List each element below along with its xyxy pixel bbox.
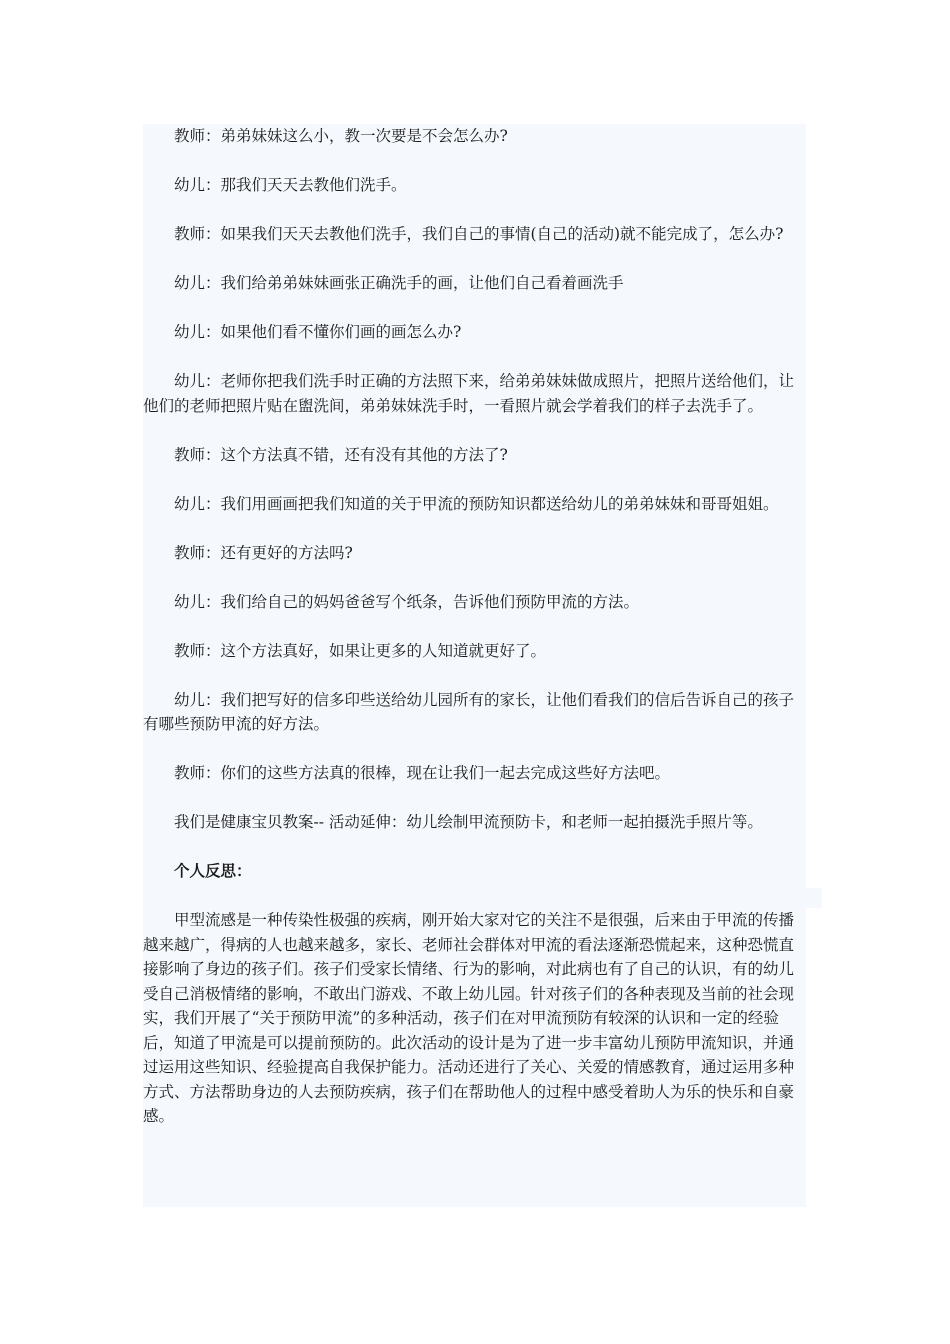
reflection-heading: 个人反思： xyxy=(174,861,252,880)
dialogue-line: 幼儿：如果他们看不懂你们画的画怎么办? xyxy=(174,323,462,341)
dialogue-line: 教师：弟弟妹妹这么小，教一次要是不会怎么办? xyxy=(174,127,508,145)
dialogue-line: 幼儿：老师你把我们洗手时正确的方法照下来，给弟弟妹妹做成照片，把照片送给他们，让他们的老师把照片贴在盥洗间，弟弟妹妹洗手时，一看照片就会学着我们的样子去洗手了。 xyxy=(143,372,795,415)
dialogue-line: 教师：这个方法真不错，还有没有其他的方法了? xyxy=(174,445,508,464)
dialogue-line: 幼儿：我们用画画把我们知道的关于甲流的预防知识都送给幼儿的弟弟妹妹和哥哥姐姐。 xyxy=(174,494,779,513)
dialogue-line: 幼儿：我们给自己的妈妈爸爸写个纸条，告诉他们预防甲流的方法。 xyxy=(174,592,640,611)
dialogue-line: 幼儿：我们把写好的信多印些送给幼儿园所有的家长，让他们看我们的信后告诉自己的孩子有哪些预防甲流的好方法。 xyxy=(143,690,795,733)
dialogue-line: 教师：还有更好的方法吗? xyxy=(174,543,353,562)
reflection-body: 甲型流感是一种传染性极强的疾病，刚开始大家对它的关注不是很强，后来由于甲流的传播越来越广，得病的人也越来越多，家长、老师社会群体对甲流的看法逐渐恐慌起来，这种恐慌直接影响了身边的孩子们。孩子们受家长情绪、行为的影响，对此病也有了自己的认识，有的幼儿受自己消极情绪的影响，不敢出门游戏、不敢上幼儿园。针对孩子们的各种表现及当前的社会现实，我们开展了“关于预防甲流”的多种活动，孩子们在对甲流预防有较深的认识和一定的经验后，知道了甲流是可以提前预防的。此次活动的设计是为了进一步丰富幼儿预防甲流知识，并通过运用这些知识、经验提高自我保护能力。活动还进行了关心、关爱的情感教育，通过运用多种方式、方法帮助身边的人去预防疾病，孩子们在帮助他人的过程中感受着助人为乐的快乐和自豪感。 xyxy=(143,911,795,1125)
dialogue-line: 教师：这个方法真好，如果让更多的人知道就更好了。 xyxy=(174,641,547,660)
dialogue-line: 幼儿：我们给弟弟妹妹画张正确洗手的画，让他们自己看着画洗手 xyxy=(174,274,624,292)
dialogue-line: 教师：如果我们天天去教他们洗手，我们自己的事情(自己的活动)就不能完成了，怎么办? xyxy=(174,225,784,243)
dialogue-line: 教师：你们的这些方法真的很棒，现在让我们一起去完成这些好方法吧。 xyxy=(174,764,671,782)
document-body xyxy=(143,124,806,1129)
activity-extension: 我们是健康宝贝教案-- 活动延伸：幼儿绘制甲流预防卡，和老师一起拍摄洗手照片等。 xyxy=(174,813,763,831)
dialogue-line: 幼儿：那我们天天去教他们洗手。 xyxy=(174,176,407,194)
line-overflow-highlight xyxy=(806,888,822,908)
